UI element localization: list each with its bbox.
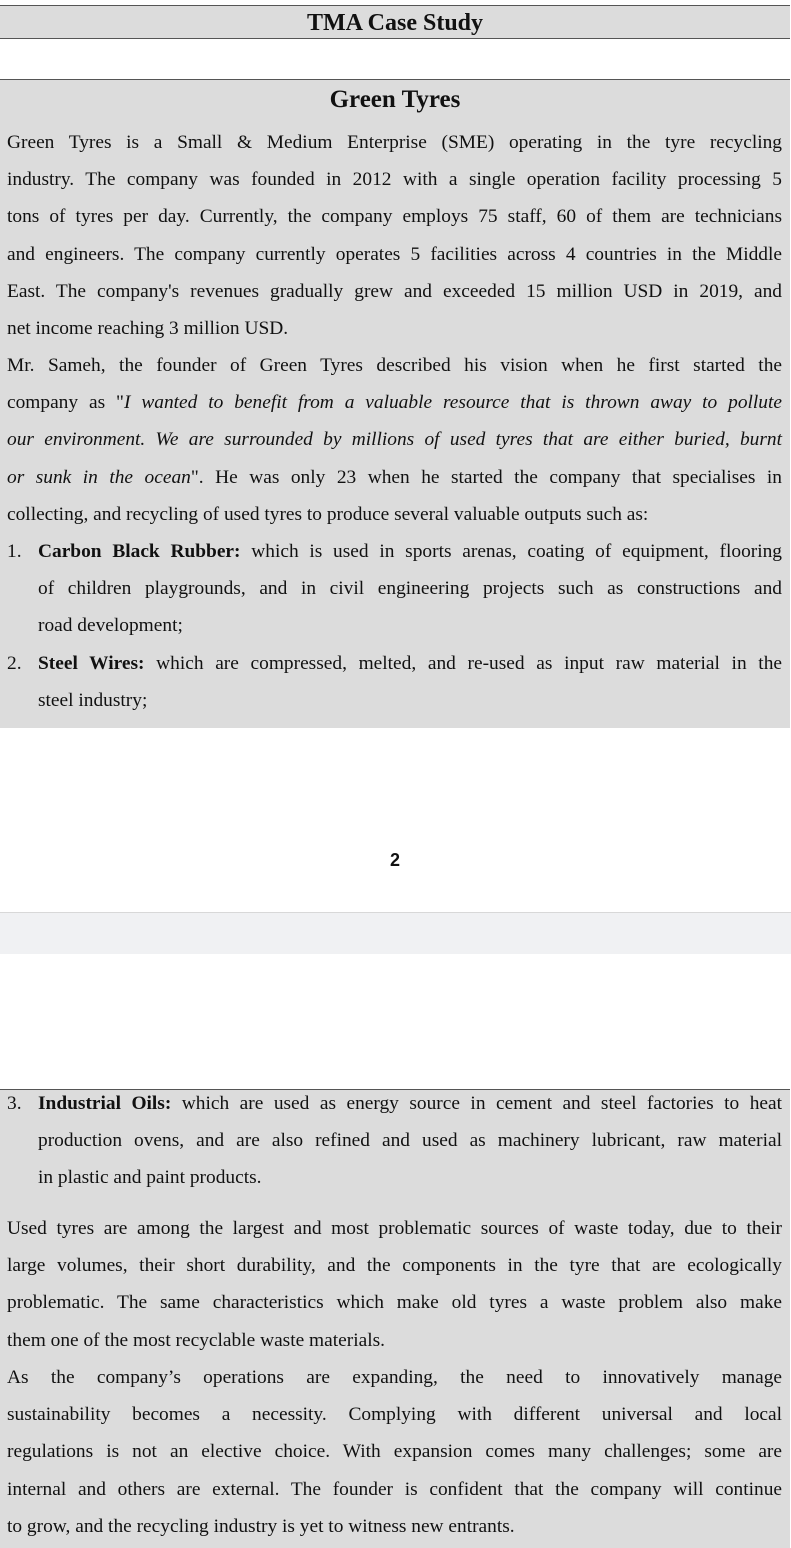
text-line: regulations is not an elective choice. With expansion comes many challenges; some are: [7, 1441, 782, 1463]
text-line: [7, 384, 782, 421]
text-line: production ovens, and are also refined and used as machinery lubricant, raw material: [38, 1130, 782, 1152]
text-fragment: ". He was only 23 when he started the company that specialises in: [190, 466, 783, 488]
text-fragment: which is used in sports arenas, coating of equipment, flooring: [240, 541, 782, 562]
intro-paragraph: [7, 124, 782, 347]
text-line: Mr. Sameh, the founder of Green Tyres described his vision when he first started the: [7, 355, 782, 376]
list-term: Carbon Black Rubber:: [38, 541, 241, 562]
text-line: Used tyres are among the largest and most problematic sources of waste today, due to their: [7, 1218, 782, 1239]
text-line: Green Tyres is a Small & Medium Enterprise (SME) operating in the tyre recycling: [7, 132, 782, 153]
text-line: [7, 421, 782, 458]
page-separator: [0, 912, 791, 954]
text-line: of children playgrounds, and in civil engineering projects such as constructions and: [38, 578, 782, 600]
text-line: East. The company's revenues gradually grew and exceeded 15 million USD in 2019, and: [7, 280, 782, 302]
text-line: net income reaching 3 million USD.: [7, 317, 289, 339]
text-line: large volumes, their short durability, and the components in the tyre that are ecologically: [7, 1255, 782, 1277]
text-line: [38, 1085, 782, 1122]
case-title: Green Tyres: [329, 86, 461, 113]
text-line: collecting, and recycling of used tyres to produce several valuable outputs such as:: [7, 503, 649, 525]
text-line: As the company’s operations are expanding, the need to innovatively manage: [7, 1367, 782, 1388]
list-number: 2.: [7, 653, 22, 674]
list-term: Industrial Oils:: [38, 1093, 172, 1114]
document-header: [0, 5, 790, 39]
founder-quote: I wanted to benefit from a valuable resource that is thrown away to pollute: [123, 392, 782, 414]
text-line: sustainability becomes a necessity. Complying with different universal and local: [7, 1404, 782, 1426]
list-number: 3.: [7, 1093, 22, 1114]
page-number: 2: [389, 850, 400, 870]
header-title: TMA Case Study: [306, 10, 484, 36]
founder-quote: or sunk in the ocean: [7, 466, 191, 488]
text-line: tons of tyres per day. Currently, the company employs 75 staff, 60 of them are technicians: [7, 206, 782, 228]
founder-quote: our environment. We are surrounded by millions of used tyres that are either buried, burnt: [7, 429, 782, 451]
text-fragment: which are compressed, melted, and re-used as input raw material in the: [144, 653, 782, 674]
text-line: [7, 459, 782, 496]
text-line: industry. The company was founded in 2012 with a single operation facility processing 5: [7, 169, 782, 191]
text-line: internal and others are external. The founder is confident that the company will continue: [7, 1478, 782, 1500]
text-line: [38, 533, 782, 570]
vision-paragraph: [7, 347, 782, 533]
text-line: and engineers. The company currently operates 5 facilities across 4 countries in the Middle: [7, 243, 782, 265]
text-fragment: company as ": [7, 392, 124, 414]
list-number: 1.: [7, 541, 22, 562]
case-study-block-page-2: [0, 1089, 790, 1548]
text-line: road development;: [38, 615, 183, 637]
text-line: [38, 645, 782, 682]
text-line: them one of the most recyclable waste materials.: [7, 1329, 385, 1351]
text-line: in plastic and paint products.: [38, 1167, 262, 1189]
text-fragment: which are used as energy source in cement and steel factories to heat: [171, 1093, 783, 1114]
waste-paragraph: [7, 1210, 782, 1359]
text-line: to grow, and the recycling industry is yet to witness new entrants.: [7, 1515, 515, 1537]
text-line: problematic. The same characteristics which make old tyres a waste problem also make: [7, 1292, 782, 1314]
list-term: Steel Wires:: [38, 653, 145, 674]
text-line: steel industry;: [38, 690, 148, 712]
expansion-paragraph: [7, 1359, 782, 1545]
case-study-block-page-1: [0, 79, 790, 728]
